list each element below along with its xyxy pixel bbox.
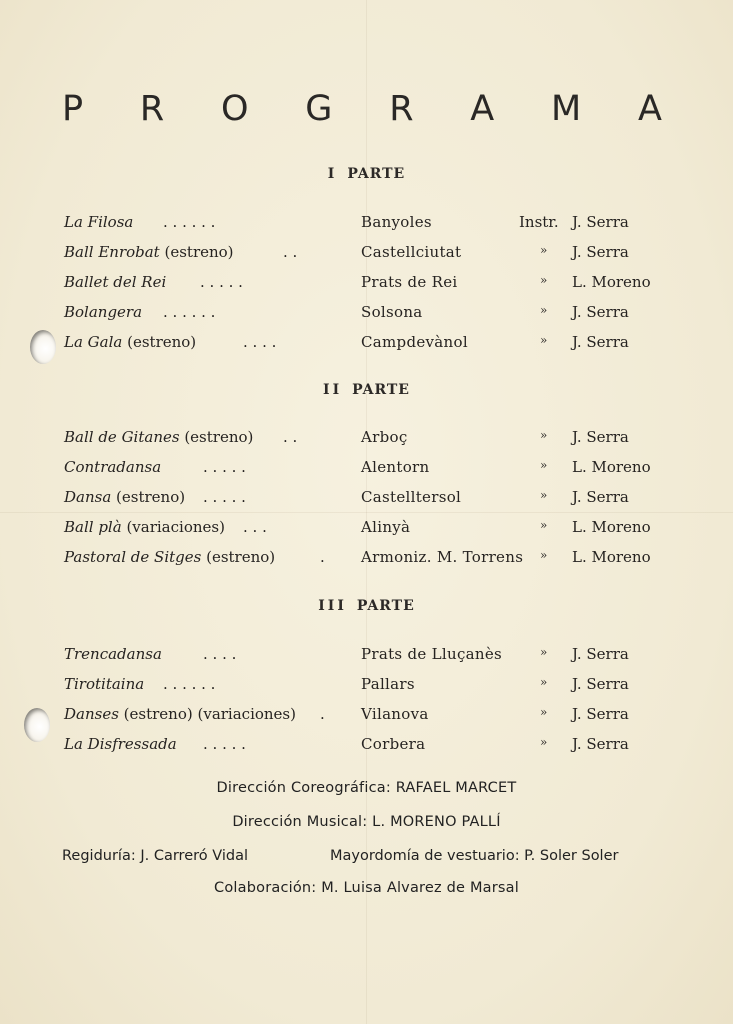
credit-choreography: Dirección Coreográfica: RAFAEL MARCET: [216, 780, 517, 796]
part-number: II: [323, 382, 343, 398]
ditto-mark: »: [540, 458, 548, 472]
ditto-mark: »: [540, 675, 548, 689]
fold-line-horizontal: [0, 512, 733, 513]
leader-dots: . . . . .: [203, 735, 246, 753]
piece-composer: J. Serra: [572, 303, 629, 321]
ditto-mark: »: [540, 333, 548, 347]
piece-composer: J. Serra: [572, 645, 629, 663]
piece-place: Castellciutat: [361, 243, 462, 261]
leader-dots: . .: [283, 428, 298, 446]
piece-composer: J. Serra: [572, 705, 629, 723]
ditto-mark: »: [540, 243, 548, 257]
credit-music: Dirección Musical: L. MORENO PALLÍ: [232, 814, 501, 830]
piece-composer: J. Serra: [572, 735, 629, 753]
part-number: I: [327, 166, 338, 182]
program-item: [0, 213, 733, 237]
piece-place: Corbera: [361, 735, 426, 753]
program-item: [0, 735, 733, 759]
part-label: PARTE: [356, 598, 415, 614]
piece-title: La Filosa: [64, 213, 134, 231]
program-item: [0, 675, 733, 699]
piece-composer: J. Serra: [572, 243, 629, 261]
program-item: [0, 488, 733, 512]
title-letter: A: [637, 89, 662, 129]
leader-dots: . . . . .: [203, 458, 246, 476]
piece-composer: L. Moreno: [572, 458, 651, 476]
piece-place: Arboç: [361, 428, 408, 446]
piece-title: Trencadansa: [64, 645, 162, 663]
leader-dots: . . . . .: [203, 488, 246, 506]
piece-note: (estreno): [159, 243, 234, 261]
ditto-mark: »: [540, 273, 548, 287]
leader-dots: . . . . . .: [163, 675, 216, 693]
piece-title: Ballet del Rei: [64, 273, 167, 291]
piece-note: (estreno): [179, 428, 254, 446]
leader-dots: . . . . . .: [163, 303, 216, 321]
piece-note: (estreno): [111, 488, 186, 506]
leader-dots: . . .: [243, 518, 267, 536]
title-letter: R: [139, 89, 165, 129]
piece-title: Contradansa: [64, 458, 162, 476]
title-letter: O: [220, 89, 249, 129]
piece-place: Armoniz. M. Torrens: [361, 548, 524, 566]
title-letter: P: [62, 89, 84, 129]
ditto-mark: »: [540, 735, 548, 749]
ditto-mark: »: [540, 705, 548, 719]
piece-place: Castelltersol: [361, 488, 462, 506]
piece-place: Vilanova: [361, 705, 429, 723]
program-item: [0, 333, 733, 357]
piece-title: Ball plà: [64, 518, 122, 536]
part-header: [0, 382, 733, 398]
piece-composer: L. Moreno: [572, 518, 651, 536]
piece-title: Tirotitaina: [64, 675, 145, 693]
piece-composer: J. Serra: [572, 675, 629, 693]
title-letter: R: [389, 89, 414, 129]
ditto-mark: »: [540, 548, 548, 562]
piece-place: Campdevànol: [361, 333, 468, 351]
credit-wardrobe: Mayordomía de vestuario: P. Soler Soler: [330, 848, 619, 864]
piece-place: Prats de Rei: [361, 273, 458, 291]
piece-place: Prats de Lluçanès: [361, 645, 503, 663]
leader-dots: . . . . .: [200, 273, 243, 291]
part-label: PARTE: [352, 382, 410, 398]
ditto-mark: »: [540, 518, 548, 532]
leader-dots: . . . .: [243, 333, 277, 351]
piece-place: Banyoles: [361, 213, 432, 231]
piece-note: (estreno): [201, 548, 276, 566]
page-title: [62, 84, 662, 134]
leader-dots: . . . . . .: [163, 213, 216, 231]
title-letter: M: [551, 89, 582, 129]
piece-place: Alentorn: [361, 458, 430, 476]
piece-title: La Gala: [64, 333, 123, 351]
part-label: PARTE: [347, 166, 406, 182]
piece-composer: J. Serra: [572, 213, 629, 231]
part-header: [0, 166, 733, 182]
piece-place: Pallars: [361, 675, 415, 693]
piece-title: Danses: [64, 705, 119, 723]
title-letter: G: [305, 89, 333, 129]
program-item: [0, 243, 733, 267]
program-item: [0, 705, 733, 729]
piece-composer: J. Serra: [572, 428, 629, 446]
piece-composer: L. Moreno: [572, 548, 651, 566]
piece-title: Ball Enrobat: [64, 243, 160, 261]
piece-title: Ball de Gitanes: [64, 428, 180, 446]
leader-dots: . .: [283, 243, 298, 261]
program-item: [0, 518, 733, 542]
piece-note: (estreno): [122, 333, 197, 351]
ditto-mark: »: [540, 645, 548, 659]
ditto-mark: »: [540, 488, 548, 502]
program-item: [0, 273, 733, 297]
program-item: [0, 303, 733, 327]
program-item: [0, 428, 733, 452]
piece-composer: J. Serra: [572, 488, 629, 506]
piece-place: Alinyà: [361, 518, 411, 536]
piece-place: Solsona: [361, 303, 423, 321]
piece-note: (variaciones): [121, 518, 225, 536]
piece-title: Pastoral de Sitges: [64, 548, 202, 566]
credit-stage-manager: Regiduría: J. Carreró Vidal: [62, 848, 248, 864]
piece-title: Bolangera: [64, 303, 143, 321]
credit-collaboration: Colaboración: M. Luisa Alvarez de Marsal: [214, 880, 519, 896]
ditto-mark: »: [540, 428, 548, 442]
ditto-mark: »: [540, 303, 548, 317]
program-item: [0, 458, 733, 482]
leader-dots: .: [320, 705, 325, 723]
piece-prefix: Instr.: [519, 213, 559, 231]
part-header: [0, 598, 733, 614]
program-item: [0, 548, 733, 572]
piece-title: Dansa: [64, 488, 112, 506]
piece-title: La Disfressada: [64, 735, 177, 753]
title-letter: A: [470, 89, 495, 129]
piece-note: (estreno) (variaciones): [118, 705, 296, 723]
leader-dots: .: [320, 548, 325, 566]
part-number: III: [318, 598, 347, 614]
piece-composer: J. Serra: [572, 333, 629, 351]
program-item: [0, 645, 733, 669]
piece-composer: L. Moreno: [572, 273, 651, 291]
leader-dots: . . . .: [203, 645, 237, 663]
